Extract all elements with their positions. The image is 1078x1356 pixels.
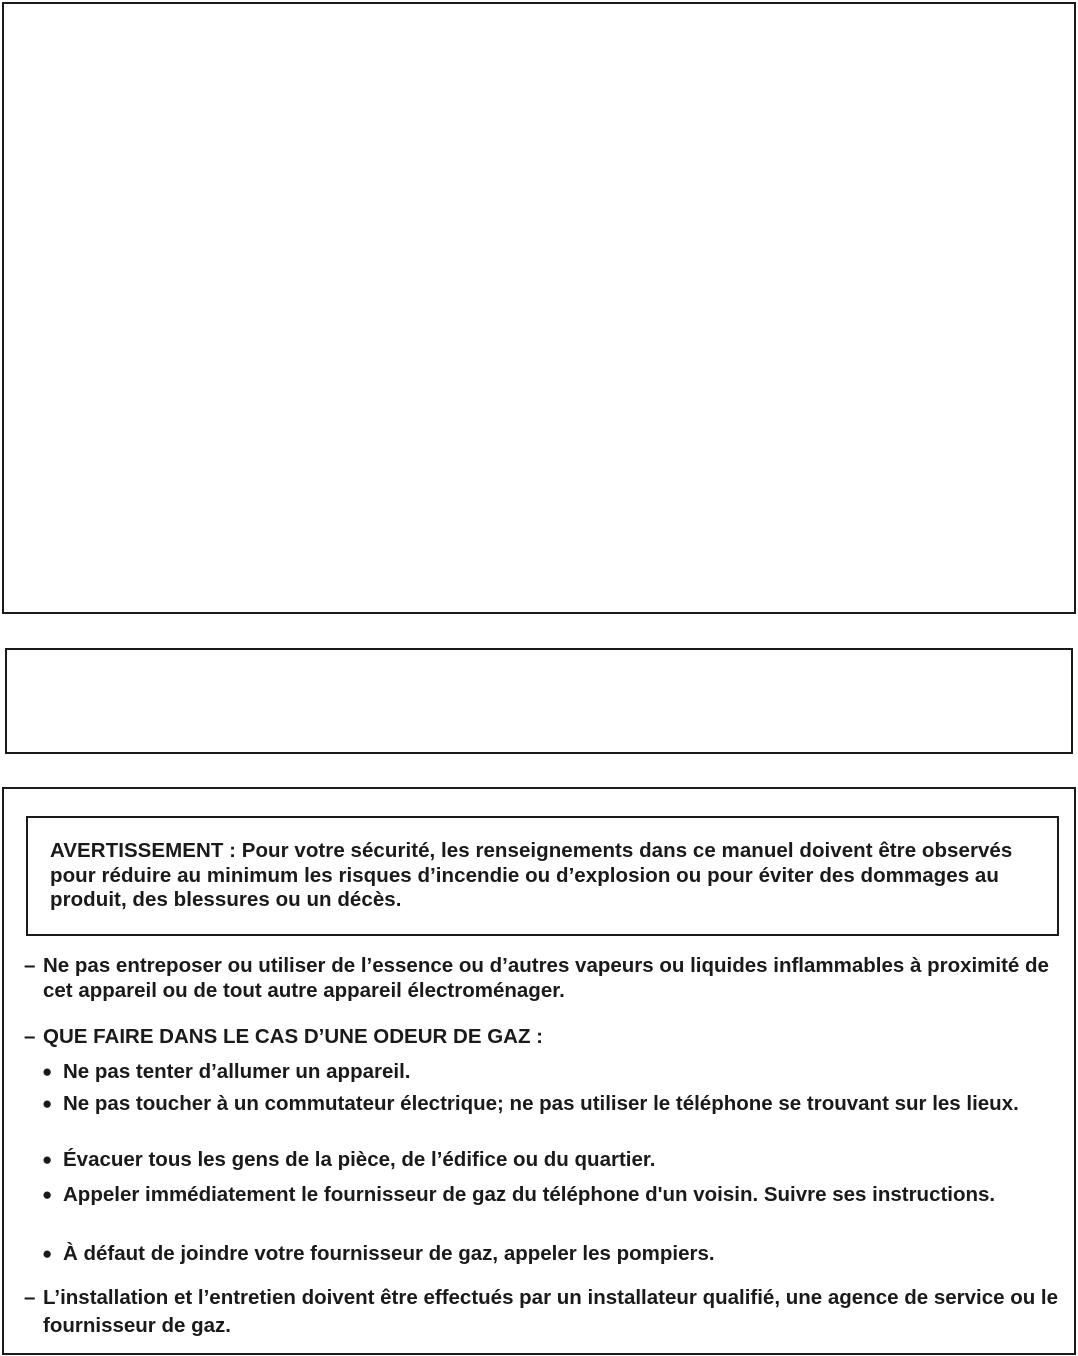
bullet-icon: ● [42,1094,53,1113]
gas-odor-step [42,1092,1062,1117]
dash-marker: – [24,1286,36,1309]
bullet-icon: ● [42,1244,53,1263]
gas-odor-heading: QUE FAIRE DANS LE CAS D’UNE ODEUR DE GAZ : [43,1025,544,1048]
gas-odor-step [42,1060,1062,1085]
gas-odor-heading-item [24,1025,1064,1050]
gas-odor-step-text: Appeler immédiatement le fournisseur de gaz du téléphone d'un voisin. Suivre ses instructions. [63,1183,996,1206]
installation-note-item [24,1284,1064,1340]
installation-note-text: L’installation et l’entretien doivent être effectués par un installateur qualifié, une agence de service ou le fournisseur de gaz. [43,1286,1059,1337]
no-gasoline-item [24,954,1064,1003]
warning-text: AVERTISSEMENT : Pour votre sécurité, les renseignements dans ce manuel doivent être observés pour réduire au minimum les risques d’incendie ou d’explosion ou pour éviter des dommages au produit, des blessures ou un décès. [50,839,1013,911]
gas-odor-step-text: Évacuer tous les gens de la pièce, de l’édifice ou du quartier. [63,1148,656,1171]
dash-marker: – [24,1025,36,1048]
gas-odor-step-text: Ne pas toucher à un commutateur électrique; ne pas utiliser le téléphone se trouvant sur les lieux. [63,1092,1019,1115]
bullet-icon: ● [42,1185,53,1204]
warning-box [26,816,1059,936]
blank-top-frame [2,2,1076,614]
no-gasoline-text: Ne pas entreposer ou utiliser de l’essence ou d’autres vapeurs ou liquides inflammables à proximité de cet appareil ou de tout autre appareil électroménager. [43,954,1049,1002]
bullet-icon: ● [42,1062,53,1081]
gas-odor-step [42,1183,1062,1208]
gas-odor-step [42,1242,1062,1267]
gas-odor-step [42,1148,1062,1173]
bullet-icon: ● [42,1150,53,1169]
gas-odor-step-text: À défaut de joindre votre fournisseur de gaz, appeler les pompiers. [63,1242,715,1265]
blank-middle-frame [5,648,1073,754]
gas-odor-step-text: Ne pas tenter d’allumer un appareil. [63,1060,411,1083]
gas-safety-warning-panel [2,787,1076,1355]
dash-marker: – [24,954,36,977]
